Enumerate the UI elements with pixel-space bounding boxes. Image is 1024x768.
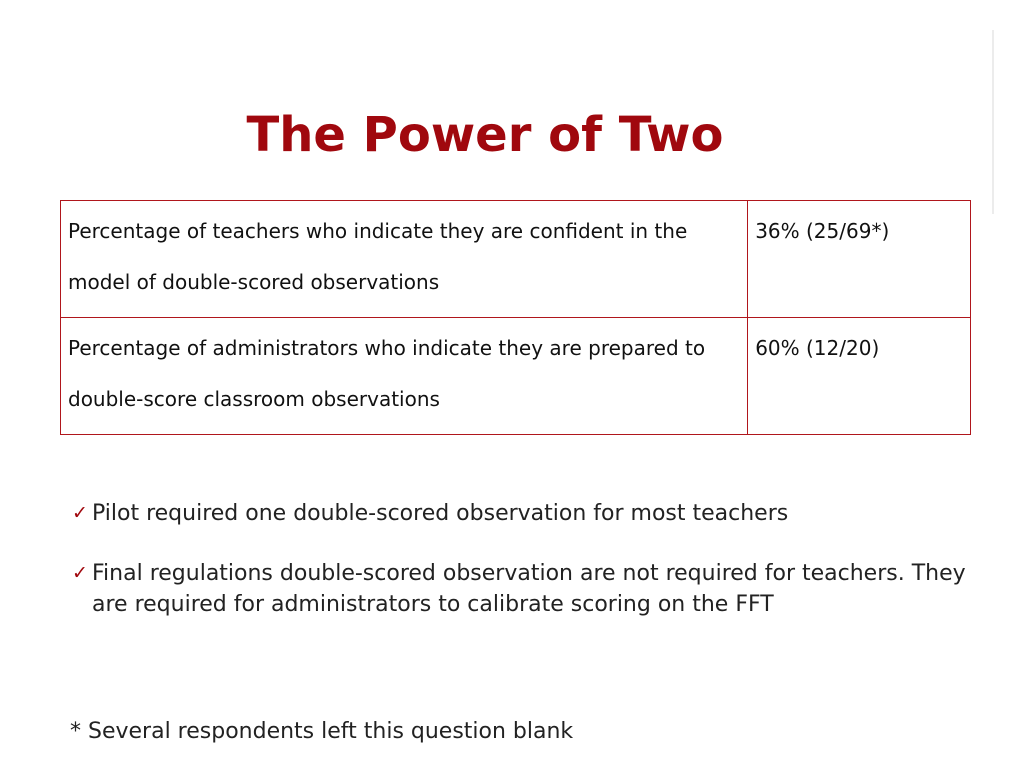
table-cell-metric: Percentage of administrators who indicate they are prepared to double-score classroom observations bbox=[61, 318, 748, 435]
table-cell-value: 36% (25/69*) bbox=[748, 201, 971, 318]
bullet-text: Final regulations double-scored observation are not required for teachers. They are required for administrators to calibrate scoring on the FFT bbox=[92, 561, 966, 617]
survey-results-table bbox=[60, 200, 971, 435]
slide-title: The Power of Two bbox=[246, 107, 724, 163]
slide-edge-divider bbox=[992, 30, 994, 214]
list-item bbox=[72, 558, 972, 620]
checkmark-icon: ✓ bbox=[72, 562, 88, 584]
bullet-list bbox=[72, 498, 972, 649]
list-item bbox=[72, 498, 972, 529]
table-cell-value: 60% (12/20) bbox=[748, 318, 971, 435]
table-row bbox=[61, 318, 971, 435]
table-cell-metric: Percentage of teachers who indicate they are confident in the model of double-scored observations bbox=[61, 201, 748, 318]
footnote: * Several respondents left this question blank bbox=[70, 719, 574, 744]
checkmark-icon: ✓ bbox=[72, 502, 88, 524]
table-row bbox=[61, 201, 971, 318]
bullet-text: Pilot required one double-scored observation for most teachers bbox=[92, 501, 789, 526]
